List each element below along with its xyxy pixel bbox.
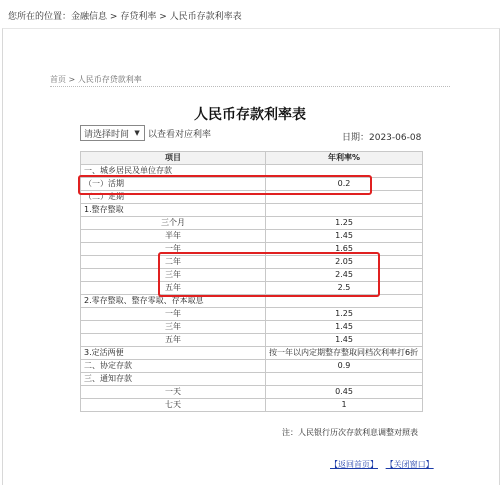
- row-label: 二年: [81, 256, 266, 269]
- row-label: 七天: [81, 399, 266, 412]
- date-label: 日期：2023-06-08: [342, 133, 422, 143]
- sub-breadcrumb-current[interactable]: 人民币存贷款利率: [77, 75, 142, 84]
- breadcrumb: [8, 9, 242, 22]
- row-label: 半年: [81, 230, 266, 243]
- table-row: [81, 308, 423, 321]
- table-row: [81, 386, 423, 399]
- row-label: 1.整存整取: [81, 204, 266, 217]
- row-label: 一年: [81, 308, 266, 321]
- row-rate: 2.05: [266, 256, 423, 269]
- table-row: [81, 334, 423, 347]
- row-rate: 1.25: [266, 308, 423, 321]
- time-select[interactable]: [80, 125, 145, 141]
- row-rate: 2.45: [266, 269, 423, 282]
- header-rate: 年利率%: [266, 152, 423, 165]
- page-title: 人民币存款利率表: [194, 107, 306, 123]
- row-rate: [266, 373, 423, 386]
- row-label: （一）活期: [81, 178, 266, 191]
- row-label: 一、城乡居民及单位存款: [81, 165, 266, 178]
- row-label: 一天: [81, 386, 266, 399]
- top-bar: [0, 0, 500, 30]
- row-rate: [266, 204, 423, 217]
- row-rate: 1.45: [266, 230, 423, 243]
- row-rate: 按一年以内定期整存整取同档次利率打6折: [266, 347, 423, 360]
- header-item: 项目: [81, 152, 266, 165]
- row-rate: 1: [266, 399, 423, 412]
- table-row: [81, 373, 423, 386]
- row-rate: 0.2: [266, 178, 423, 191]
- row-label: 3.定活两便: [81, 347, 266, 360]
- breadcrumb-separator: >: [159, 12, 167, 22]
- divider: [50, 86, 450, 87]
- row-label: 五年: [81, 282, 266, 295]
- row-rate: 1.45: [266, 334, 423, 347]
- sub-breadcrumb-separator: >: [68, 75, 76, 84]
- row-label: 三年: [81, 269, 266, 282]
- sub-breadcrumb-home[interactable]: 首页: [50, 75, 66, 84]
- row-label: 一年: [81, 243, 266, 256]
- table-row: [81, 217, 423, 230]
- highlight-demand-deposit: [78, 175, 372, 195]
- row-rate: 2.5: [266, 282, 423, 295]
- table-row: [81, 204, 423, 217]
- table-header-row: [81, 152, 423, 165]
- row-label: 三、通知存款: [81, 373, 266, 386]
- table-row: [81, 347, 423, 360]
- row-rate: 1.45: [266, 321, 423, 334]
- highlight-fixed-terms: [158, 252, 380, 297]
- chevron-down-icon: ▼: [134, 129, 140, 137]
- breadcrumb-prefix: 您所在的位置：: [8, 12, 72, 22]
- row-rate: 1.65: [266, 243, 423, 256]
- footer-links: [330, 459, 434, 470]
- time-select-value: 请选择时间: [84, 129, 130, 140]
- row-rate: 1.25: [266, 217, 423, 230]
- table-note: 注：人民银行历次存款利息调整对照表: [282, 428, 418, 437]
- table-row: [81, 230, 423, 243]
- sub-breadcrumb: [50, 74, 142, 85]
- table-row: [81, 321, 423, 334]
- table-row: [81, 399, 423, 412]
- row-label: 五年: [81, 334, 266, 347]
- row-label: （二）定期: [81, 191, 266, 204]
- time-filter: [80, 125, 211, 141]
- table-row: [81, 360, 423, 373]
- return-home-link[interactable]: 【返回首页】: [330, 460, 378, 469]
- breadcrumb-item-rates[interactable]: 存贷利率: [120, 12, 157, 22]
- breadcrumb-separator: >: [109, 12, 118, 22]
- breadcrumb-item-finance-info[interactable]: 金融信息: [71, 12, 108, 22]
- breadcrumb-item-current: 人民币存款利率表: [169, 12, 242, 22]
- close-window-link[interactable]: 【关闭窗口】: [385, 460, 434, 469]
- row-label: 2.零存整取、整存零取、存本取息: [81, 295, 266, 308]
- row-label: 三年: [81, 321, 266, 334]
- time-select-suffix: 以查看对应利率: [148, 129, 212, 140]
- row-label: 二、协定存款: [81, 360, 266, 373]
- row-rate: 0.45: [266, 386, 423, 399]
- row-label: 三个月: [81, 217, 266, 230]
- row-rate: 0.9: [266, 360, 423, 373]
